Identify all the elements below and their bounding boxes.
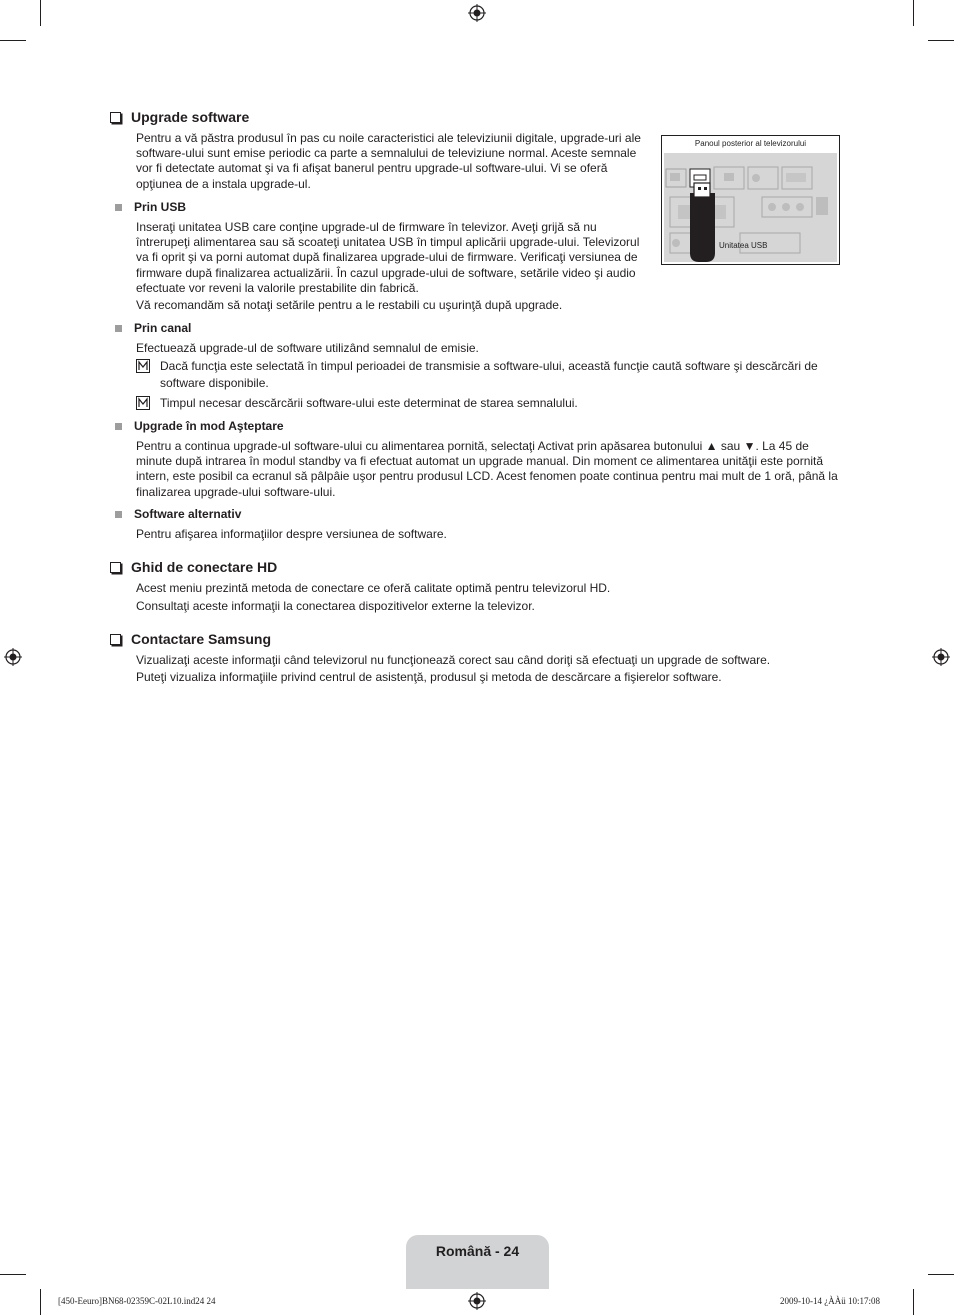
checkbox-bullet-icon: [110, 562, 121, 573]
crop-mark: [928, 1274, 954, 1275]
usb-text: Inseraţi unitatea USB care conţine upgrade-ul de firmware în televizor. Aveţi grijă să nu întrerupeţi alimentarea sau să scoateţi unitatea USB în timpul aplicării upgrade-ului. Televizorul va fi oprit şi va porni automat după finalizarea upgrade-ului de firmware. Verificaţi versiunea de firmware după finalizarea actualizării. În cazul upgrade-ului de software, setările video şi audio efectuate vor reveni la valorile prestabilite din fabrică.: [136, 220, 640, 295]
section-title-hd: [110, 559, 277, 575]
samsung-line-2: Puteţi vizualiza informaţiile privind centrul de asistenţă, produsul şi metoda de descărcare a fişierelor software.: [136, 670, 722, 684]
usb-drive-label: Unitatea USB: [719, 241, 768, 250]
section-title-text: Contactare Samsung: [131, 631, 272, 647]
note-text: Dacă funcţia este selectată în timpul perioadei de transmisie a software-ului, această funcţie caută software şi descărcări de software disponibile.: [160, 359, 818, 390]
square-bullet-icon: [115, 204, 122, 211]
footer-timestamp: 2009-10-14 ¿ÀÀü 10:17:08: [780, 1296, 880, 1306]
registration-mark-icon: [468, 4, 486, 22]
samsung-line-1: Vizualizaţi aceste informaţii când televizorul nu funcţionează corect sau când doriţi să efectuaţi un upgrade de software.: [136, 653, 771, 667]
subsection-title-text: Upgrade în mod Aşteptare: [134, 419, 284, 433]
registration-mark-icon: [4, 648, 22, 666]
subsection-title-usb: [115, 200, 186, 214]
section-title-upgrade: [110, 109, 249, 125]
tv-rear-panel-diagram: [661, 135, 840, 265]
subsection-title-text: Prin canal: [134, 321, 192, 335]
square-bullet-icon: [115, 325, 122, 332]
section-title-text: Ghid de conectare HD: [131, 559, 278, 575]
diagram-title: Panoul posterior al televizorului: [694, 139, 807, 148]
note-canal-2: [136, 395, 836, 412]
canal-text: Efectuează upgrade-ul de software utilizând semnalul de emisie.: [136, 341, 479, 355]
crop-mark: [913, 1289, 914, 1315]
note-canal-1: [136, 358, 836, 391]
standby-text: Pentru a continua upgrade-ul software-ului cu alimentarea pornită, selectaţi Activat prin apăsarea butonului ▲ sau ▼. La 45 de minute după intrarea în modul standby va fi efectuat automat un upgrade manual. Din moment ce alimentarea unităţii este pornită intern, este posibil ca ecranul să pâlpâie uşor pentru produsul LCD. Acest fenomen poate continua pentru mai mult de 1 oră, până la finalizarea upgrade-ului software-ului.: [136, 439, 838, 499]
page-number-tab: [406, 1235, 549, 1289]
registration-mark-icon: [468, 1292, 486, 1310]
crop-mark: [928, 40, 954, 41]
subsection-title-alt: [115, 507, 241, 521]
upgrade-intro: Pentru a vă păstra produsul în pas cu noile caracteristici ale televiziunii digitale, upgrade-uri ale software-ului sunt emise periodic ca parte a semnalului de televiziune normal. Aceste semnale vor fi detectate automat şi va fi afişat banerul pentru upgrade-ul software-ului. Vi se oferă opţiunea de a instala upgrade-ul.: [136, 131, 641, 191]
subsection-title-standby: [115, 419, 284, 433]
note-icon: [136, 396, 150, 410]
crop-mark: [0, 40, 26, 41]
footer-file-info: [450-Eeuro]BN68-02359C-02L10.ind24 24: [58, 1296, 216, 1306]
hd-line-2: Consultaţi aceste informaţii la conectarea dispozitivelor externe la televizor.: [136, 599, 535, 613]
note-icon: [136, 359, 150, 373]
subsection-title-text: Software alternativ: [134, 507, 242, 521]
subsection-title-canal: [115, 321, 191, 335]
checkbox-bullet-icon: [110, 634, 121, 645]
section-title-samsung: [110, 631, 271, 647]
hd-line-1: Acest meniu prezintă metoda de conectare ce oferă calitate optimă pentru televizorul HD.: [136, 581, 611, 595]
crop-mark: [0, 1274, 26, 1275]
page-number: Română - 24: [435, 1243, 520, 1259]
crop-mark: [913, 0, 914, 26]
square-bullet-icon: [115, 511, 122, 518]
crop-mark: [40, 0, 41, 26]
alt-text: Pentru afişarea informaţiilor despre versiunea de software.: [136, 527, 447, 541]
section-title-text: Upgrade software: [131, 109, 250, 125]
registration-mark-icon: [932, 648, 950, 666]
note-text: Timpul necesar descărcării software-ului este determinat de starea semnalului.: [160, 396, 578, 410]
crop-mark: [40, 1289, 41, 1315]
checkbox-bullet-icon: [110, 112, 121, 123]
usb-text-2: Vă recomandăm să notaţi setările pentru a le restabili cu uşurinţă după upgrade.: [136, 298, 563, 312]
subsection-title-text: Prin USB: [134, 200, 187, 214]
square-bullet-icon: [115, 423, 122, 430]
